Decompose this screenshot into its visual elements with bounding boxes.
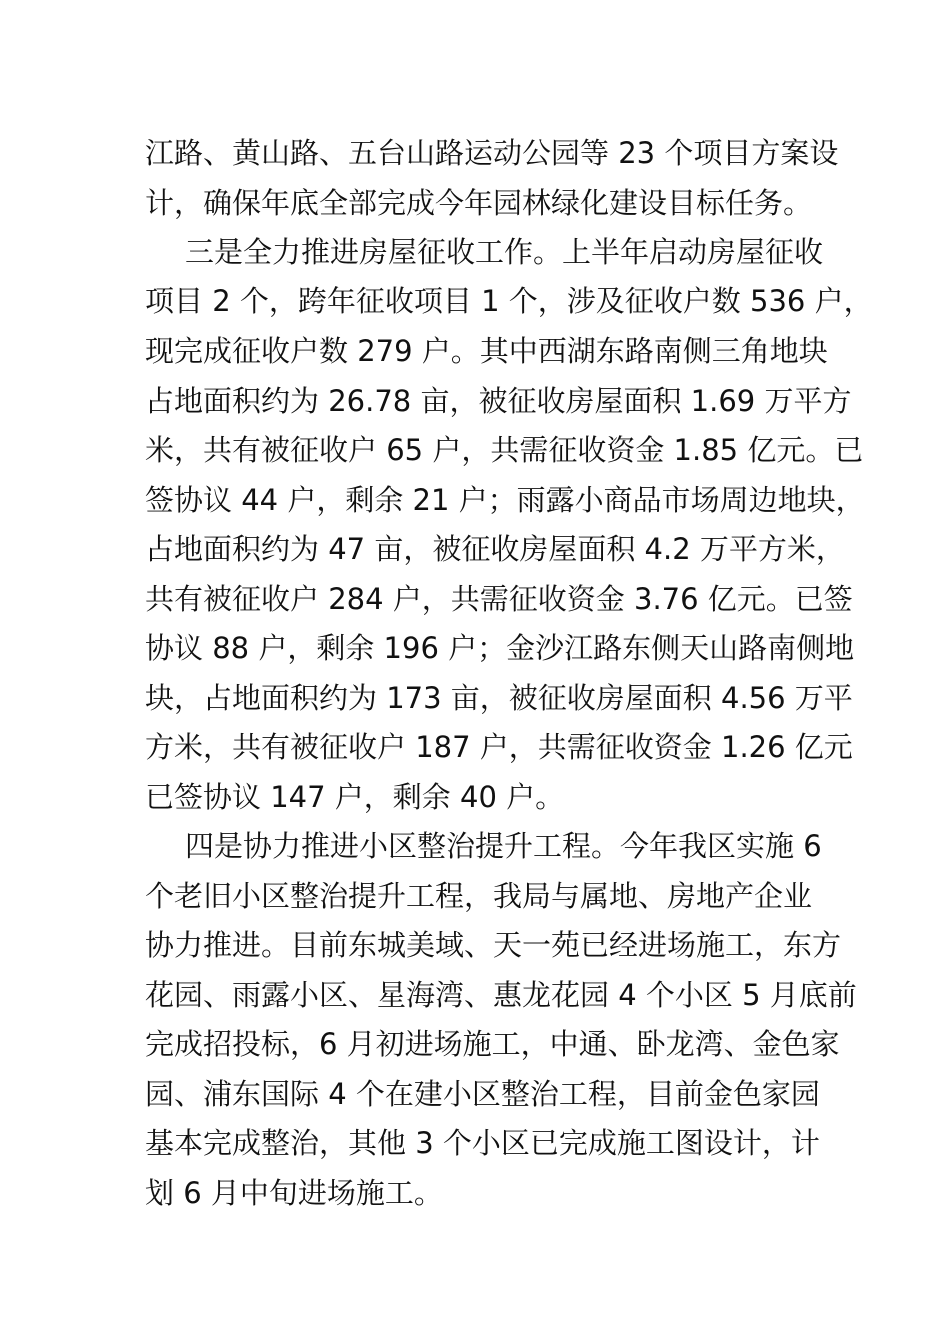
- text-line: 计，确保年底全部完成今年园林绿化建设目标任务。: [145, 186, 813, 220]
- text-line: 占地面积约为 47 亩，被征收房屋面积 4.2 万平方米，: [145, 532, 845, 566]
- text-line: 项目 2 个，跨年征收项目 1 个，涉及征收户数 536 户，: [145, 284, 873, 318]
- text-line: 块，占地面积约为 173 亩，被征收房屋面积 4.56 万平: [145, 681, 853, 715]
- text-line: 现完成征收户数 279 户。其中西湖东路南侧三角地块: [145, 334, 828, 368]
- text-line: 完成招投标，6 月初进场施工，中通、卧龙湾、金色家: [145, 1027, 840, 1061]
- text-line: 占地面积约为 26.78 亩，被征收房屋面积 1.69 万平方: [145, 384, 852, 418]
- text-line: 江路、黄山路、五台山路运动公园等 23 个项目方案设: [145, 136, 839, 170]
- text-line: 花园、雨露小区、星海湾、惠龙花园 4 个小区 5 月底前: [145, 978, 857, 1012]
- paragraph-start-line: 四是协力推进小区整治提升工程。今年我区实施 6: [185, 829, 822, 863]
- paragraph-start-line: 三是全力推进房屋征收工作。上半年启动房屋征收: [185, 235, 824, 269]
- text-line: 个老旧小区整治提升工程，我局与属地、房地产企业: [145, 879, 813, 913]
- text-line: 协议 88 户，剩余 196 户；金沙江路东侧天山路南侧地: [145, 631, 855, 665]
- text-line: 基本完成整治，其他 3 个小区已完成施工图设计，计: [145, 1126, 820, 1160]
- text-line: 协力推进。目前东城美域、天一苑已经进场施工，东方: [145, 928, 842, 962]
- text-line: 方米，共有被征收户 187 户，共需征收资金 1.26 亿元: [145, 730, 853, 764]
- text-line: 划 6 月中旬进场施工。: [145, 1176, 443, 1210]
- text-line: 园、浦东国际 4 个在建小区整治工程，目前金色家园: [145, 1077, 820, 1111]
- text-line: 已签协议 147 户，剩余 40 户。: [145, 780, 565, 814]
- text-line: 共有被征收户 284 户，共需征收资金 3.76 亿元。已签: [145, 582, 853, 616]
- text-line: 签协议 44 户，剩余 21 户；雨露小商品市场周边地块，: [145, 483, 865, 517]
- text-line: 米，共有被征收户 65 户，共需征收资金 1.85 亿元。已: [145, 433, 864, 467]
